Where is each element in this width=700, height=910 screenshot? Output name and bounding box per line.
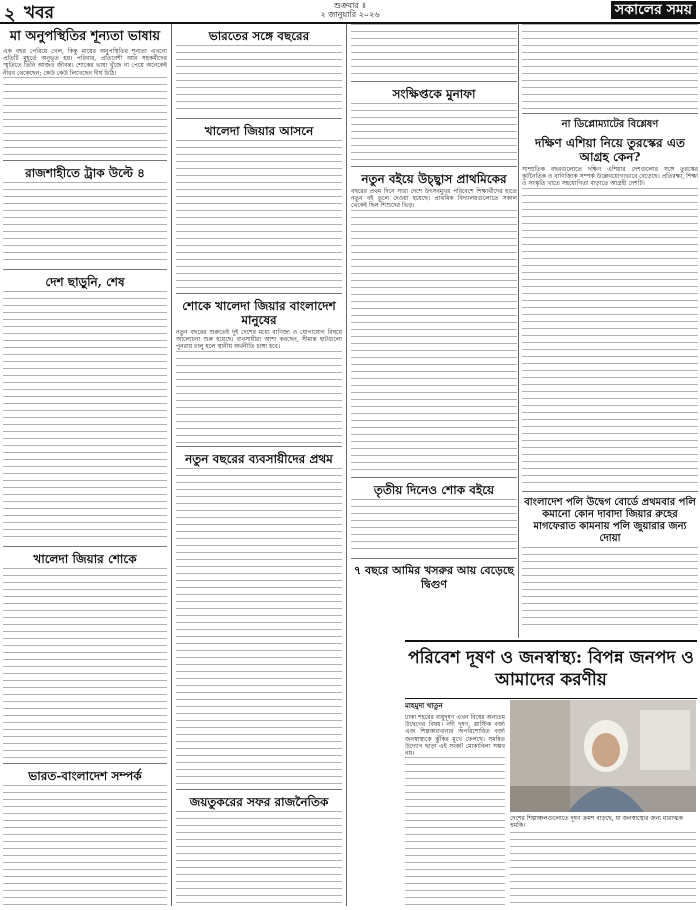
page-number: ২ (4, 4, 16, 25)
byline: মাহমুদা খাতুন (405, 701, 443, 710)
photo-caption: দেশের শিল্পাঞ্চলগুলোতে দূষণ ক্রমশ বাড়ছে, যা জনস্বাস্থ্যের জন্য মারাত্মক হুমকি। (510, 815, 684, 829)
divider (351, 81, 517, 82)
headline: মা অনুপস্থিতির শূন্যতা ভাষায় (9, 29, 161, 44)
masthead (0, 0, 700, 24)
article-text-block (351, 499, 517, 555)
column-rule (171, 24, 172, 906)
headline: শোকে খালেদা জিয়ার বাংলাদেশ মানুষের (182, 299, 336, 327)
divider (3, 546, 167, 547)
column-rule (518, 24, 519, 638)
article-body: বছরের প্রথম দিনে সারা দেশে উৎসবমুখর পরিবেশে শিক্ষার্থীদের হাতে নতুন বই তুলে দেওয়া হয়েছে। প্রাথমিক বিদ্যালয়গুলোতে সকাল থেকেই ছিল শিশুদের ভিড়। (351, 188, 517, 210)
article-text-block (351, 103, 517, 163)
article-text-block (3, 291, 167, 543)
headline: নতুন বইয়ে উচ্ছ্বাস প্রাথমিকের (361, 172, 507, 186)
divider (351, 477, 517, 478)
date-label: ২ জানুয়ারি ২০২৬ (320, 10, 380, 19)
column-2 (176, 24, 342, 906)
feature-banner (405, 640, 697, 699)
section-title: খবর (24, 3, 54, 23)
dateline (260, 1, 440, 19)
article-body: নতুন বছরের শুরুতেই দুই দেশের মধ্যে বাণিজ্য ও যোগাযোগ বিষয়ে আলোচনা শুরু হয়েছে। ব্যবসায়ীরা আশা করছেন, সীমান্ত হাটগুলো পুনরায় চালু হলে স্থানীয় অর্থনীতি চাঙ্গা হবে। (176, 329, 342, 351)
divider (522, 491, 698, 492)
divider (176, 293, 342, 294)
column-rule (346, 24, 347, 906)
author-photo (510, 700, 696, 812)
headline: ৭ বছরে আমির খসরুর আয় বেড়েছে দ্বিগুণ (354, 563, 514, 591)
article-text-block (351, 210, 517, 474)
feature-column-2 (510, 832, 696, 906)
divider (176, 446, 342, 447)
divider (176, 789, 342, 790)
divider (3, 160, 167, 161)
article-body: ঢাকা শহরের বায়ুদূষণ এখন বিশ্বের অন্যতম উদ্বেগের বিষয়। নদী দূষণ, প্লাস্টিক বর্জ্য এবং শিল্পকারখানার অপরিশোধিত বর্জ্য জনস্বাস্থ্যকে ঝুঁকির মুখে ফেলছে। সমন্বিত উদ্যোগ ছাড়া এই সংকট মোকাবিলা সম্ভব নয়। (405, 714, 505, 758)
headline: রাজশাহীতে ট্রাক উল্টে ৪ (25, 165, 145, 180)
divider (176, 118, 342, 119)
article-text-block (176, 140, 342, 290)
divider (3, 763, 167, 764)
article-text-block (3, 785, 167, 906)
column-4 (522, 24, 698, 638)
headline: দক্ষিণ এশিয়া নিয়ে তুরস্কের এত আগ্রহ কেন? (535, 136, 685, 164)
headline: জয়তুকরের সফর রাজনৈতিক (189, 794, 329, 809)
article-text-block (176, 468, 342, 786)
portrait-illustration (510, 700, 696, 812)
article-text-block (176, 811, 342, 906)
article-text-block (522, 188, 698, 488)
day-label: শুক্রবার ॥ (334, 1, 366, 10)
article-text-block (176, 45, 342, 115)
article-text-block (405, 757, 505, 906)
article-text-block (3, 568, 167, 760)
article-text-block (3, 182, 167, 266)
divider (351, 558, 517, 559)
article-text-block (3, 77, 167, 157)
divider (522, 113, 698, 114)
headline: ভারত-বাংলাদেশ সম্পর্ক (28, 768, 142, 783)
feature-column-1 (405, 700, 505, 906)
article-body: এক বছর পেরিয়ে গেল, কিন্তু মায়ের অনুপস্থিতির শূন্যতা এখনো প্রতিটি মুহূর্তে অনুভূত হয়। পরিবার, প্রতিবেশী আর সহকর্মীদের স্মৃতিতে তিনি আজও জীবন্ত। শোকের ভাষা খুঁজে না পেয়ে অনেকেই নীরব থেকেছেন; কেউ কেউ লিখেছেন দীর্ঘ চিঠি। (3, 48, 167, 77)
headline: বাংলাদেশ পলি উদ্বেগ বোর্ডে প্রথমবার পলি কমানো কোন দাবাদা জিয়ার রুহের মাগফেরাত কামনায় পলি জুয়ারার জন্য দোয়া (524, 496, 696, 544)
article-text-block (510, 832, 696, 906)
feature-title: পরিবেশ দূষণ ও জনস্বাস্থ্য: বিপন্ন জনপদ ও আমাদের করণীয় (408, 648, 694, 690)
article-text-block (522, 547, 698, 627)
headline: খালেদা জিয়ার শোকে (33, 551, 137, 566)
box-title: না ডিপ্লোম্যাটের বিশ্লেষণ (561, 119, 659, 130)
article-text-block (522, 24, 698, 110)
headline: তৃতীয় দিনেও শোক বইয়ে (373, 482, 495, 497)
article-text-block (351, 24, 517, 78)
column-1 (3, 24, 167, 906)
headline: সংক্ষিপ্তকে মুনাফা (392, 87, 476, 101)
headline: ভারতের সঙ্গে বছরের (208, 29, 310, 43)
divider (351, 166, 517, 167)
article-body: সাম্প্রতিক বছরগুলোতে দক্ষিণ এশিয়ার দেশগুলোর সঙ্গে তুরস্কের কূটনৈতিক ও বাণিজ্যিক সম্পর্ক উল্লেখযোগ্যভাবে বেড়েছে। প্রতিরক্ষা, শিক্ষা ও সংস্কৃতি খাতে সহযোগিতা বাড়াতে আগ্রহী দেশটি। (522, 166, 698, 188)
newspaper-logo: সকালের সময় (611, 1, 696, 19)
headline: খালেদা জিয়ার আসনে (204, 124, 314, 138)
divider (3, 269, 167, 270)
headline: দেশ ছাড়ুনি, শেষ (45, 274, 125, 289)
article-text-block (176, 351, 342, 443)
headline: নতুন বছরের ব্যবসায়ীদের প্রথম (185, 451, 333, 466)
